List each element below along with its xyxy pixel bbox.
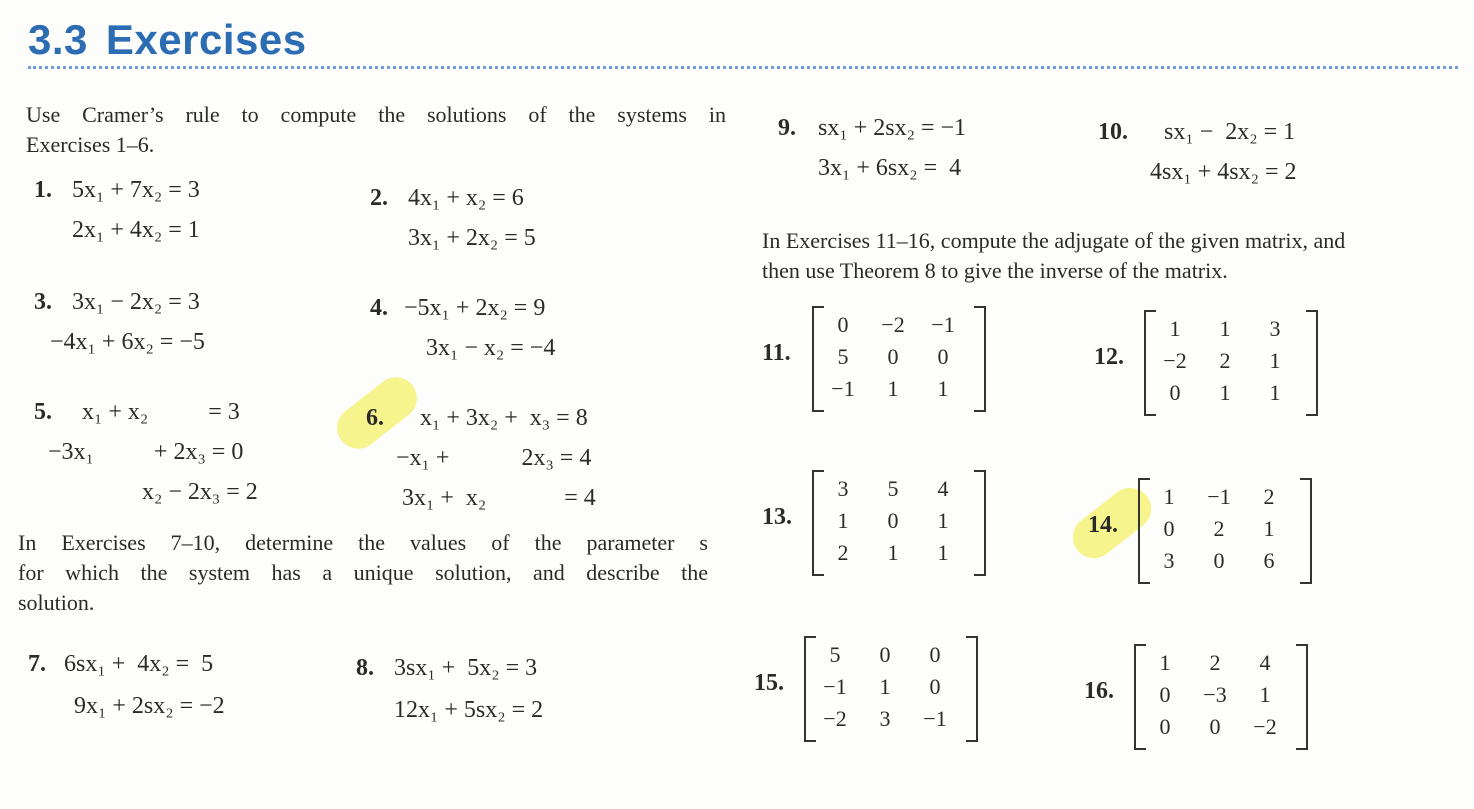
matrix-cell: 2 [1263,484,1275,509]
matrix-cell: 0 [837,312,849,337]
equation-line: 6sx₁ + 4x₂ = 5 [64,651,214,677]
equation-line: x₁ + x₂ = 3 [82,399,240,425]
matrix-cell: 0 [1159,682,1171,707]
equation-line: −5x₁ + 2x₂ = 9 [404,295,546,321]
equation-line: −x₁ + 2x₃ = 4 [396,445,592,471]
matrix-cell: 1 [879,674,891,699]
matrix-cell: 5 [887,476,899,501]
intro-adjugate-line2: then use Theorem 8 to give the inverse of the matrix. [762,258,1228,283]
matrix-label: 13. [762,504,792,530]
matrix-label: 12. [1094,344,1124,370]
intro-cramer-line1: Use Cramer’s rule to compute the solutions of the systems in [26,102,726,127]
intro-cramer [26,100,726,160]
matrix-cell: 1 [887,376,899,401]
matrix-label: 16. [1084,678,1114,704]
matrix-cell: 0 [1213,548,1225,573]
matrix-cell: 0 [937,344,949,369]
matrix-cell: 1 [1269,348,1281,373]
matrix-cell: 3 [1163,548,1175,573]
equation-line: 4sx₁ + 4sx₂ = 2 [1150,159,1297,185]
intro-cramer-line2: Exercises 1–6. [26,132,155,157]
right-bracket [1296,644,1308,750]
exercise-number: 6. [366,405,384,431]
matrix-cell: 1 [937,508,949,533]
matrix-cell: −1 [923,706,947,731]
matrix-cell: 4 [1259,650,1271,675]
matrix-cell: 1 [1219,380,1231,405]
matrix-cell: −2 [881,312,905,337]
matrix-cell: −2 [1163,348,1187,373]
right-bracket [1300,478,1312,584]
right-bracket [974,470,986,576]
equation-line: 3sx₁ + 5x₂ = 3 [394,655,538,681]
equation-line: −4x₁ + 6x₂ = −5 [50,329,205,355]
matrix-cell: 1 [887,540,899,565]
intro-parameter-line1: In Exercises 7–10, determine the values of the parameter s [18,530,708,555]
exercise-number: 7. [28,651,46,677]
matrix-cell: 0 [1209,714,1221,739]
matrix-cell: −3 [1203,682,1227,707]
equation-line: x₂ − 2x₃ = 2 [142,479,258,505]
matrix-cell: −1 [1207,484,1231,509]
exercise-number: 4. [370,295,388,321]
equation-line: 5x₁ + 7x₂ = 3 [72,177,200,203]
matrix-cell: 2 [1219,348,1231,373]
matrix-cell: 0 [879,642,891,667]
matrix-cell: 3 [1269,316,1281,341]
matrix-cell: 0 [929,674,941,699]
matrix-cell: 1 [1163,484,1175,509]
right-bracket [974,306,986,412]
section-heading [28,16,307,64]
exercise-number: 10. [1098,119,1128,145]
matrix-cell: 2 [1209,650,1221,675]
intro-parameter-line2: for which the system has a unique solution, and describe the [18,560,708,585]
exercise-number: 1. [34,177,52,203]
matrix-cell: −1 [831,376,855,401]
matrix-cell: 0 [929,642,941,667]
equation-line: x₁ + 3x₂ + x₃ = 8 [420,405,588,431]
matrix-cell: 1 [1259,682,1271,707]
matrix-cell: 0 [887,508,899,533]
right-bracket [966,636,978,742]
exercise-number: 3. [34,289,52,315]
equation-line: 3x₁ + 6sx₂ = 4 [818,155,962,181]
equation-line: 12x₁ + 5sx₂ = 2 [394,697,544,723]
dotted-divider [28,66,1458,69]
matrix-cell: −2 [823,706,847,731]
exercise-number: 5. [34,399,52,425]
matrix-cell: 1 [1169,316,1181,341]
intro-adjugate [762,226,1462,286]
equation-line: 2x₁ + 4x₂ = 1 [72,217,200,243]
matrix-label: 14. [1088,512,1118,538]
matrix-label: 11. [762,340,791,366]
right-bracket [1306,310,1318,416]
intro-parameter-line3: solution. [18,590,95,615]
matrix-cell: 1 [1269,380,1281,405]
matrix-cell: −2 [1253,714,1277,739]
intro-adjugate-line1: In Exercises 11–16, compute the adjugate of the given matrix, and [762,228,1346,253]
matrix-cell: 3 [879,706,891,731]
equation-line: 3x₁ + 2x₂ = 5 [408,225,536,251]
equation-line: 4x₁ + x₂ = 6 [408,185,524,211]
matrix-cell: 1 [1219,316,1231,341]
equation-line: 3x₁ − x₂ = −4 [426,335,556,361]
matrix-cell: 1 [937,540,949,565]
matrix-cell: 1 [937,376,949,401]
matrix-cell: 4 [937,476,949,501]
exercise-number: 8. [356,655,374,681]
matrix-cell: 0 [1169,380,1181,405]
equation-line: sx₁ − 2x₂ = 1 [1164,119,1296,145]
equation-line: −3x₁ + 2x₃ = 0 [48,439,244,465]
matrix-cell: 3 [837,476,849,501]
exercise-number: 9. [778,115,796,141]
matrix-cell: 2 [837,540,849,565]
equation-line: 3x₁ − 2x₂ = 3 [72,289,200,315]
section-title: Exercises [105,16,307,63]
equation-line: sx₁ + 2sx₂ = −1 [818,115,967,141]
matrix-cell: 0 [1163,516,1175,541]
matrix-cell: 1 [837,508,849,533]
exercise-number: 2. [370,185,388,211]
matrix-label: 15. [754,670,784,696]
matrix-cell: −1 [823,674,847,699]
matrix-cell: 1 [1159,650,1171,675]
matrix-cell: 6 [1263,548,1275,573]
matrix-cell: 0 [887,344,899,369]
matrix-cell: 5 [837,344,849,369]
equation-line: 3x₁ + x₂ = 4 [402,485,596,511]
matrix-cell: 1 [1263,516,1275,541]
equation-line: 9x₁ + 2sx₂ = −2 [74,693,225,719]
matrix-cell: −1 [931,312,955,337]
section-number: 3.3 [28,16,88,63]
matrix-cell: 5 [829,642,841,667]
matrix-cell: 0 [1159,714,1171,739]
intro-parameter [18,528,708,618]
matrix-cell: 2 [1213,516,1225,541]
